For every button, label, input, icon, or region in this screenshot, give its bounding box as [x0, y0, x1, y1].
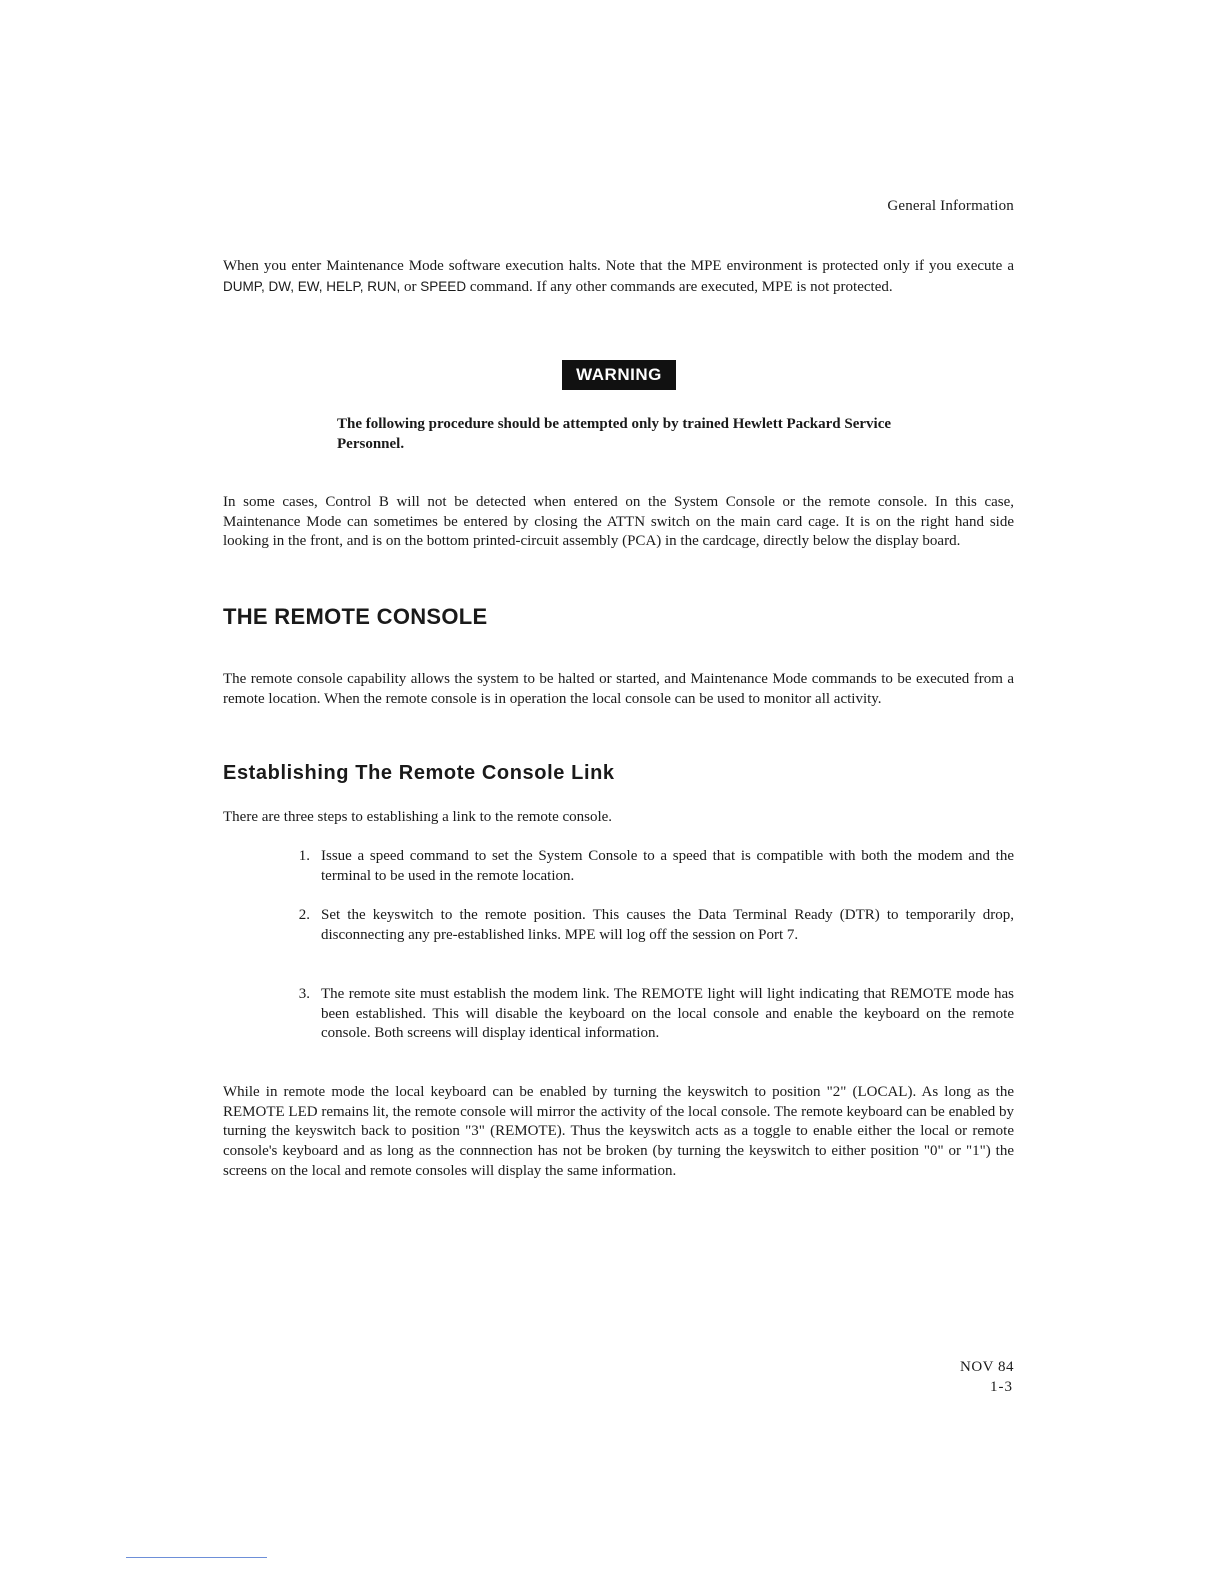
page-number: 1-3: [990, 1379, 1013, 1395]
steps-intro: There are three steps to establishing a link to the remote console.: [223, 809, 613, 825]
list-item: [290, 847, 1014, 886]
footer-date: NOV 84: [960, 1359, 1014, 1375]
warning-text: The following procedure should be attempted only by trained Hewlett Packard Service Personnel.: [337, 416, 892, 452]
intro-text-start: When you enter Maintenance Mode software execution halts. Note that the MPE environment is protected only if you execute a: [223, 258, 1014, 274]
step-text: Set the keyswitch to the remote position. This causes the Data Terminal Ready (DTR) to temporarily drop, disconnecting any pre-established links. MPE will log off the session on Port 7.: [321, 907, 1014, 943]
step-text: The remote site must establish the modem link. The REMOTE light will light indicating that REMOTE mode has been established. This will disable the keyboard on the local console and enable the keyboard on the remote console. Both screens will display identical information.: [321, 986, 1014, 1042]
step-number: 3.: [298, 986, 310, 1002]
command-list: DUMP, DW, EW, HELP, RUN,: [223, 278, 401, 294]
intro-text-end: command. If any other commands are executed, MPE is not protected.: [466, 278, 893, 295]
list-item: [290, 906, 1014, 945]
control-b-paragraph: In some cases, Control B will not be detected when entered on the System Console or the remote console. In this case, Maintenance Mode can sometimes be entered by closing the ATTN switch on the main card cage. It is on the right hand side looking in the front, and is on the bottom printed-circuit assembly (PCA) in the cardcage, directly below the display board.: [223, 494, 1014, 550]
step-number: 2.: [298, 907, 310, 923]
speed-command: SPEED: [420, 278, 467, 294]
section-heading: THE REMOTE CONSOLE: [223, 604, 488, 629]
warning-badge: WARNING: [562, 360, 676, 390]
intro-paragraph: [223, 257, 1014, 297]
remote-console-paragraph: The remote console capability allows the system to be halted or started, and Maintenance Mode commands to be executed from a remote location. When the remote console is in operation the local console can be used to monitor all activity.: [223, 671, 1014, 707]
list-item: [290, 985, 1014, 1044]
subsection-heading: Establishing The Remote Console Link: [223, 762, 615, 784]
running-header: General Information: [887, 198, 1014, 214]
step-text: Issue a speed command to set the System Console to a speed that is compatible with both the modem and the terminal to be used in the remote location.: [321, 848, 1014, 884]
closing-paragraph: While in remote mode the local keyboard can be enabled by turning the keyswitch to position "2" (LOCAL). As long as the REMOTE LED remains lit, the remote console will mirror the activity of the local console. The remote keyboard can be enabled by turning the keyswitch back to position "3" (REMOTE). Thus the keyswitch acts as a toggle to enable either the local or remote console's keyboard and as long as the connnection has not be broken (by turning the keyswitch to either position "0" or "1") the screens on the local and remote consoles will display the same information.: [223, 1084, 1014, 1179]
bottom-rule: [126, 1557, 267, 1558]
step-number: 1.: [298, 848, 310, 864]
intro-or: or: [400, 278, 421, 295]
